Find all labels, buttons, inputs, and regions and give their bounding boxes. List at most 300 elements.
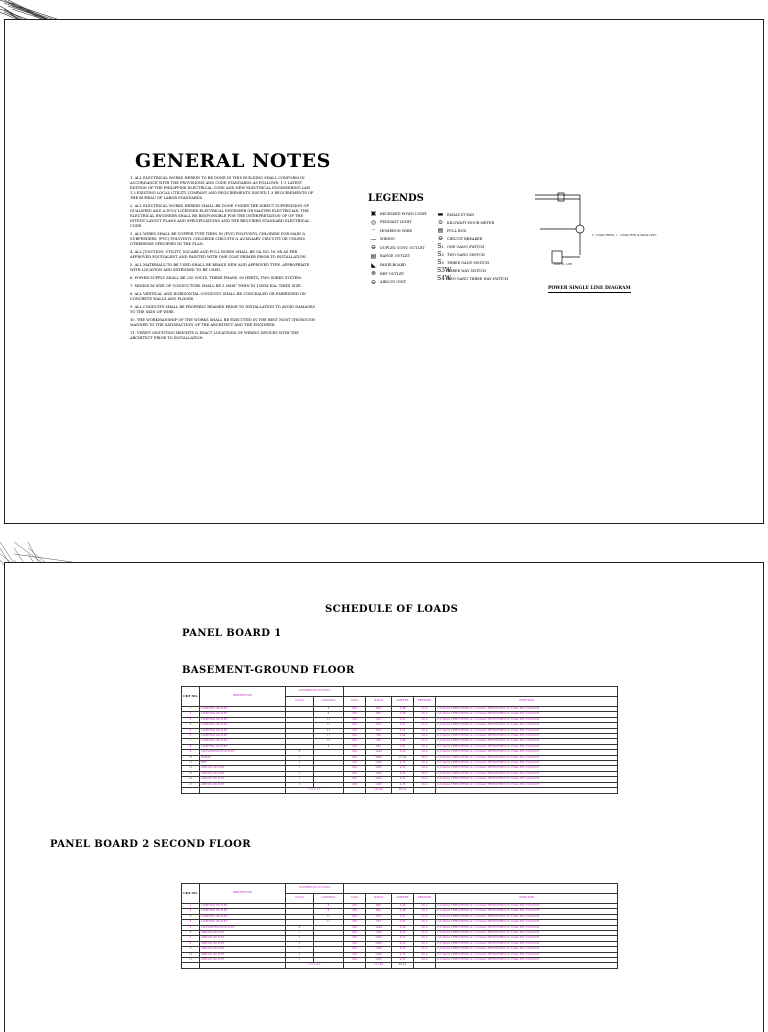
watts-cell: 550 — [366, 723, 392, 728]
ckt-cell: 11 — [182, 761, 200, 766]
wire-cell: 2-3.5mm2 THHN/THWN & 1-3.5mm2 THHN/THWN IN 15mm PVC CONDUIT — [436, 728, 618, 733]
watts-cell: 550 — [366, 717, 392, 722]
lighting-header-cell: LIGHTING — [314, 894, 344, 904]
watts-cell: 1440 — [366, 750, 392, 755]
breaker-header-cell: BREAKER — [414, 697, 436, 707]
conv-cell: 1 — [286, 952, 314, 957]
breaker-cell: 20 A — [414, 707, 436, 712]
lighting-cell: 8 — [314, 904, 344, 909]
wire-cell: 2-3.5mm2 THHN/THWN & 1-3.5mm2 THHN/THWN IN 15mm PVC CONDUIT — [436, 936, 618, 941]
recessed-light-icon: ▣ — [370, 210, 377, 217]
desc-cell: AIRCON OUTLET — [200, 771, 286, 776]
volt-cell: 230 — [344, 744, 366, 749]
conduit-line-icon: ┈ — [371, 227, 376, 235]
breaker-cell: 20 A — [414, 723, 436, 728]
wire-cell: 2-3.5mm2 THHN/THWN & 1-3.5mm2 THHN/THWN IN 15mm PVC CONDUIT — [436, 761, 618, 766]
wire-cell: 2-3.5mm2 THHN/THWN & 1-3.5mm2 THHN/THWN IN 15mm PVC CONDUIT — [436, 750, 618, 755]
ckt-cell: 6 — [182, 734, 200, 739]
ckt-cell: 7 — [182, 936, 200, 941]
diagram-panel-label: PANEL 1/P1 — [554, 262, 573, 266]
total-ampere-cell: 48.43 — [392, 963, 414, 968]
watts-cell: 550 — [366, 920, 392, 925]
total-blank-cell — [344, 788, 366, 793]
desc-cell: LIGHTING OUTLET — [200, 914, 286, 919]
wire-cell: 2-3.5mm2 THHN/THWN & 1-3.5mm2 THHN/THWN IN 15mm PVC CONDUIT — [436, 947, 618, 952]
diagram-wire-note: 2 - 5.5mm THHN - 1 - 3.5mm THW in 20mm ø PVC — [592, 234, 657, 237]
legend-item — [370, 220, 427, 225]
wire-cell: 2-3.5mm2 THHN/THWN & 1-3.5mm2 THHN/THWN IN 15mm PVC CONDUIT — [436, 707, 618, 712]
ckt-cell: 1 — [182, 904, 200, 909]
lighting-cell: 11 — [314, 728, 344, 733]
legend-label: THREE GANG SWITCH — [447, 260, 489, 265]
volt-cell: 230 — [344, 904, 366, 909]
watts-cell: 800 — [366, 707, 392, 712]
desc-cell: AIRCON OUTLET — [200, 931, 286, 936]
wire-header-cell: WIRE SIZE — [436, 894, 618, 904]
watts-cell: 1000 — [366, 947, 392, 952]
ampere-cell: 4.35 — [392, 952, 414, 957]
ckt-cell: 14 — [182, 777, 200, 782]
watts-cell: 1000 — [366, 766, 392, 771]
table-header-row — [182, 687, 618, 697]
conv-cell: 1 — [286, 947, 314, 952]
wire-cell: 2-3.5mm2 THHN/THWN & 1-3.5mm2 THHN/THWN IN 15mm PVC CONDUIT — [436, 958, 618, 963]
ckt-cell: 7 — [182, 739, 200, 744]
conv-cell: 1 — [286, 777, 314, 782]
general-note-item: 1. ALL ELECTRICAL WORKS HEREIN TO BE DONE IN THIS BUILDING SHALL CONFORM IN ACCORDANCE WITH THE PROVISIONS AND CODE STANDARDS AS FOLLOWS: 1.1 LATEST EDITION OF THE PHILIPPINE ELECTRICAL CODE AND NEW ELECTRICAL ENGINEERING LAW 1.2 EXISTING LOCAL UTILITY COMPANY AND REQUIREMENTS ISSUED 1.3 REQUIREMENTS OF THE BUREAU OF LABOR STANDARDS. — [130, 176, 314, 200]
desc-cell: LIGHTING OUTLET — [200, 920, 286, 925]
total-blank-cell — [344, 963, 366, 968]
wire-cell: 2-3.5mm2 THHN/THWN & 1-3.5mm2 THHN/THWN IN 15mm PVC CONDUIT — [436, 920, 618, 925]
legend-label: EXHAUST FAN — [447, 212, 475, 217]
ampere-header-cell: AMPERE — [392, 894, 414, 904]
watts-cell: 1000 — [366, 761, 392, 766]
lighting-cell: 11 — [314, 914, 344, 919]
breaker-cell: 20 A — [414, 728, 436, 733]
total-label-cell: T O T A L — [286, 788, 344, 793]
legend-label: CIRCUIT BREAKER — [447, 236, 483, 241]
ckt-cell: 9 — [182, 947, 200, 952]
total-blank-cell — [182, 788, 200, 793]
table-header-row — [182, 884, 618, 894]
table-total-row — [182, 788, 618, 793]
total-blank-cell — [414, 788, 436, 793]
wire-cell: 2-3.5mm2 THHN/THWN & 1-3.5mm2 THHN/THWN IN 15mm PVC CONDUIT — [436, 931, 618, 936]
volt-cell: 230 — [344, 914, 366, 919]
breaker-cell: 20 A — [414, 920, 436, 925]
breaker-cell: 30 A — [414, 941, 436, 946]
panel-board-1-floor: BASEMENT-GROUND FLOOR — [182, 665, 355, 676]
ampere-cell: 3.04 — [392, 739, 414, 744]
volt-cell: 230 — [344, 920, 366, 925]
breaker-cell: 30 A — [414, 952, 436, 957]
panel-board-2-table — [181, 883, 618, 969]
volt-cell: 230 — [344, 739, 366, 744]
panel-board-1-title: PANEL BOARD 1 — [182, 628, 282, 639]
watts-cell: 1000 — [366, 952, 392, 957]
watts-cell: 1000 — [366, 777, 392, 782]
ampere-cell: 6.26 — [392, 925, 414, 930]
volt-cell: 230 — [344, 931, 366, 936]
legend-label: RANGE OUTLET — [380, 254, 411, 259]
schedule-title: SCHEDULE OF LOADS — [325, 604, 459, 615]
ckt-header-cell — [182, 687, 200, 707]
legend-label: DUPLEX CONV. OUTLET — [380, 245, 425, 250]
breaker-cell: 20 A — [414, 925, 436, 930]
volt-cell: 230 — [344, 766, 366, 771]
volt-cell: 230 — [344, 947, 366, 952]
desc-header-cell: DESCRIPTION — [200, 884, 286, 904]
desc-cell: AIRCON OUTLET — [200, 947, 286, 952]
wire-cell: 2-3.5mm2 THHN/THWN & 1-3.5mm2 THHN/THWN IN 15mm PVC CONDUIT — [436, 744, 618, 749]
wire-cell: 2-3.5mm2 THHN/THWN & 1-3.5mm2 THHN/THWN IN 15mm PVC CONDUIT — [436, 904, 618, 909]
desc-cell: LIGHTING OUTLET — [200, 739, 286, 744]
ampere-cell: 6.26 — [392, 750, 414, 755]
ckt-cell: 4 — [182, 920, 200, 925]
conv-cell: 1 — [286, 936, 314, 941]
volt-header-cell: VOLT — [344, 697, 366, 707]
lighting-header-cell: LIGHTING — [314, 697, 344, 707]
desc-cell: LIGHTING OUTLET — [200, 904, 286, 909]
desc-cell: LIGHTING OUTLET — [200, 712, 286, 717]
wire-header-cell: WIRE SIZE — [436, 697, 618, 707]
breaker-cell: 20 A — [414, 904, 436, 909]
lighting-cell: 8 — [314, 744, 344, 749]
conv-header-cell: CONV. — [286, 697, 314, 707]
ckt-cell: 2 — [182, 712, 200, 717]
volt-cell: 230 — [344, 925, 366, 930]
watts-cell: 1000 — [366, 771, 392, 776]
legend-item — [437, 260, 508, 265]
outlets-header-cell: NUMBER OF OUTLETS — [286, 687, 344, 697]
legends-title: LEGENDS — [368, 193, 424, 204]
breaker-cell: 20 A — [414, 914, 436, 919]
breaker-cell: 20 A — [414, 750, 436, 755]
panel-board-2-title: PANEL BOARD 2 SECOND FLOOR — [50, 839, 251, 850]
general-note-item: 11. VERIFY MOUNTING HEIGHTS & EXACT LOCATIONS OF WIRING DEVICES WITH THE ARCHITECT PRIOR TO INSTALLATION. — [130, 331, 299, 340]
total-blank-cell — [200, 788, 286, 793]
legend-item — [437, 212, 508, 217]
ckt-cell: 10 — [182, 952, 200, 957]
ampere-cell: 2.61 — [392, 914, 414, 919]
watts-cell: 1000 — [366, 931, 392, 936]
ckt-cell: 9 — [182, 750, 200, 755]
desc-cell: LIGHTING OUTLET — [200, 909, 286, 914]
watts-cell: 550 — [366, 728, 392, 733]
lighting-cell: 11 — [314, 920, 344, 925]
ceiling-light-icon: ◎ — [370, 218, 377, 226]
volt-cell: 230 — [344, 750, 366, 755]
wire-cell: 2-3.5mm2 THHN/THWN & 1-3.5mm2 THHN/THWN IN 15mm PVC CONDUIT — [436, 739, 618, 744]
ampere-cell: 4.35 — [392, 936, 414, 941]
conv-cell: 1 — [286, 941, 314, 946]
desc-cell: AIRCON OUTLET — [200, 782, 286, 787]
volt-cell: 230 — [344, 761, 366, 766]
desc-cell: AIRCON OUTLET — [200, 777, 286, 782]
desc-cell: RANGE — [200, 755, 286, 760]
ampere-cell: 4.35 — [392, 766, 414, 771]
wire-cell: 2-3.5mm2 THHN/THWN & 1-3.5mm2 THHN/THWN IN 15mm PVC CONDUIT — [436, 925, 618, 930]
ampere-cell: 2.61 — [392, 744, 414, 749]
volt-cell: 230 — [344, 717, 366, 722]
wire-cell: 2-3.5mm2 THHN/THWN & 1-3.5mm2 THHN/THWN IN 15mm PVC CONDUIT — [436, 717, 618, 722]
general-note-item: 7. MINIMUM SIZE OF CONDUCTORS SHALL BE 3.5MM² THHN IN 15MM DIA. THHN SIZE. — [130, 284, 302, 288]
ckt-cell: 2 — [182, 909, 200, 914]
conv-cell: 8 — [286, 750, 314, 755]
wire-cell: 2-3.5mm2 THHN/THWN & 1-3.5mm2 THHN/THWN IN 15mm PVC CONDUIT — [436, 914, 618, 919]
total-blank-cell — [436, 963, 618, 968]
blank-header-cell — [344, 884, 618, 894]
legend-item — [370, 245, 427, 250]
breaker-cell: 30 A — [414, 958, 436, 963]
desc-cell: LIGHTING OUTLET — [200, 728, 286, 733]
ceiling-fan-icon: ▬ — [437, 211, 444, 218]
legend-item — [370, 237, 427, 242]
wire-cell: 2-3.5mm2 THHN/THWN & 1-3.5mm2 THHN/THWN IN 15mm PVC CONDUIT — [436, 952, 618, 957]
switch-3-icon: S₃ — [437, 259, 444, 266]
ckt-header-label: CKT NO. — [183, 694, 198, 699]
ckt-header-cell — [182, 884, 200, 904]
legend-label: HOMERUN WIRE — [380, 228, 412, 233]
legend-label: ONE GANG SWITCH — [447, 244, 485, 249]
ampere-cell: 4.35 — [392, 782, 414, 787]
total-watts-cell: 11,140 — [366, 963, 392, 968]
legend-item — [437, 228, 508, 233]
watts-cell: 1000 — [366, 936, 392, 941]
diagram-title: POWER SINGLE LINE DIAGRAM — [548, 286, 631, 291]
wire-line-icon: — — [370, 235, 377, 243]
range-outlet-icon: ▤ — [370, 252, 377, 260]
desc-cell: LIGHTING OUTLET — [200, 744, 286, 749]
ampere-cell: 2.61 — [392, 920, 414, 925]
breaker-cell: 30 A — [414, 782, 436, 787]
wire-cell: 2-3.5mm2 THHN/THWN & 1-3.5mm2 THHN/THWN IN 15mm PVC CONDUIT — [436, 766, 618, 771]
ckt-cell: 5 — [182, 925, 200, 930]
volt-cell: 230 — [344, 941, 366, 946]
volt-cell: 230 — [344, 958, 366, 963]
duplex-outlet-icon: ⊖ — [370, 244, 377, 252]
total-blank-cell — [200, 963, 286, 968]
general-note-item: 9. ALL CONDUITS SHALL BE PROPERLY REAMED PRIOR TO INSTALLATION TO AVOID DAMAGES TO THE SKIN OF WIRE. — [130, 305, 315, 314]
wire-cell: 2-3.5mm2 THHN/THWN & 1-3.5mm2 THHN/THWN IN 15mm PVC CONDUIT — [436, 909, 618, 914]
legend-label: REF OUTLET — [380, 271, 405, 276]
volt-cell: 230 — [344, 909, 366, 914]
total-label-cell: T O T A L — [286, 963, 344, 968]
wire-cell: 2-3.5mm2 THHN/THWN & 1-3.5mm2 THHN/THWN IN 15mm PVC CONDUIT — [436, 782, 618, 787]
legend-item — [370, 271, 427, 276]
ampere-cell: 4.35 — [392, 761, 414, 766]
total-watts-cell: 18,520 — [366, 788, 392, 793]
legend-label: TWO GANG THREE WAY SWITCH — [447, 276, 509, 281]
general-note-item: 10. THE WORKMANSHIP OF THE WORKS SHALL BE EXECUTED IN THE BEST MOST THOROUGH MANNER TO THE SATISFACTION OF THE ARCHITECT AND THE ENGINEER. — [130, 318, 315, 327]
legend-item — [437, 268, 508, 273]
ampere-cell: 4.35 — [392, 777, 414, 782]
legend-label: PANELBOARD — [380, 263, 406, 268]
legend-item — [437, 220, 508, 225]
watts-cell: 800 — [366, 712, 392, 717]
ckt-cell: 10 — [182, 755, 200, 760]
conv-cell: 1 — [286, 931, 314, 936]
ckt-cell: 8 — [182, 744, 200, 749]
desc-cell: LIGHTING OUTLET — [200, 707, 286, 712]
ampere-cell: 2.61 — [392, 717, 414, 722]
ampere-cell: 4.35 — [392, 771, 414, 776]
breaker-cell: 30 A — [414, 947, 436, 952]
lighting-cell: 12 — [314, 739, 344, 744]
volt-cell: 230 — [344, 723, 366, 728]
legend-label: PENDANT LIGHT — [380, 220, 412, 225]
desc-cell: AIRCON OUTLET — [200, 936, 286, 941]
watts-cell: 1000 — [366, 782, 392, 787]
breaker-cell: 20 A — [414, 717, 436, 722]
legend-item — [370, 280, 427, 285]
total-blank-cell — [436, 788, 618, 793]
ckt-cell: 11 — [182, 958, 200, 963]
ampere-cell: 4.35 — [392, 931, 414, 936]
wire-cell: 2-3.5mm2 THHN/THWN & 1-3.5mm2 THHN/THWN IN 15mm PVC CONDUIT — [436, 771, 618, 776]
ampere-cell: 3.48 — [392, 909, 414, 914]
ckt-cell: 6 — [182, 931, 200, 936]
legend-right-column — [437, 212, 508, 284]
watts-cell: 600 — [366, 744, 392, 749]
general-notes-title: GENERAL NOTES — [135, 150, 331, 172]
ref-outlet-icon: ⊜ — [370, 270, 377, 278]
aircon-outlet-icon: ⊝ — [370, 278, 377, 286]
general-note-item: 4. ALL JUNCTION, UTILITY, SQUARE AND PULL BOXES SHALL BE GA NO. 16 OR AS PER APPROVED EQUIVALENT AND PAINTED WITH ONE COAT PRIMER PRIOR TO INSTALLATION. — [130, 250, 307, 259]
breaker-cell: 30 A — [414, 755, 436, 760]
ampere-cell: 3.04 — [392, 734, 414, 739]
switch-2-icon: S₂ — [437, 251, 444, 258]
watts-cell: 550 — [366, 914, 392, 919]
legend-item — [437, 276, 508, 281]
legend-item — [437, 244, 508, 249]
legend-left-column — [370, 211, 427, 288]
ampere-cell: 3.48 — [392, 712, 414, 717]
legend-label: RECESSED DOWN LIGHT — [380, 211, 427, 216]
general-note-item: 3. ALL WIRES SHALL BE COPPER TYPE THHN IN (PVC) POLYVINYL CHLORIDE FOR MAIN & SUBFEEDERS. (PVC) POLYVINYL CHLORIDE CIRCUITS & AUXILIARY CIRCUITS OR UNLESS OTHERWISE SPECIFIED IN THE PLAN. — [130, 232, 306, 246]
desc-cell: AIRCON OUTLET — [200, 941, 286, 946]
table-total-row — [182, 963, 618, 968]
ampere-cell: 4.35 — [392, 958, 414, 963]
total-blank-cell — [182, 963, 200, 968]
wire-cell: 2-3.5mm2 THHN/THWN & 1-3.5mm2 THHN/THWN IN 15mm PVC CONDUIT — [436, 777, 618, 782]
breaker-cell: 30 A — [414, 931, 436, 936]
desc-cell: AIRCON OUTLET — [200, 952, 286, 957]
breaker-cell: 20 A — [414, 744, 436, 749]
breaker-cell: 20 A — [414, 761, 436, 766]
wire-cell: 2-3.5mm2 THHN/THWN & 1-3.5mm2 THHN/THWN IN 15mm PVC CONDUIT — [436, 734, 618, 739]
legend-item — [370, 263, 427, 268]
desc-cell: LIGHTING OUTLET — [200, 723, 286, 728]
lighting-cell: 11 — [314, 734, 344, 739]
volt-cell: 230 — [344, 782, 366, 787]
breaker-cell: 20 A — [414, 909, 436, 914]
general-note-item: 6. POWER SUPPLY SHALL BE 230 VOLTS, THREE PHASE, 60 HERTZ, TWO WIRES SYSTEM. — [130, 276, 302, 280]
conv-cell: 1 — [286, 755, 314, 760]
volt-header-cell: VOLT — [344, 894, 366, 904]
watts-cell: 1440 — [366, 925, 392, 930]
volt-cell: 230 — [344, 952, 366, 957]
general-notes-list — [130, 176, 315, 344]
ckt-cell: 13 — [182, 771, 200, 776]
breaker-cell: 20 A — [414, 734, 436, 739]
legend-label: PULL BOX — [447, 228, 466, 233]
ckt-cell: 5 — [182, 728, 200, 733]
ampere-cell: 4.35 — [392, 941, 414, 946]
desc-cell: REF — [200, 761, 286, 766]
ckt-cell: 4 — [182, 723, 200, 728]
legend-label: THREE WAY SWITCH — [447, 268, 486, 273]
ckt-header-label: CKT NO. — [183, 891, 198, 896]
desc-cell: LIGHTING OUTLET — [200, 717, 286, 722]
ckt-cell: 8 — [182, 941, 200, 946]
legend-item — [437, 252, 508, 257]
switch-3way-icon: S3W — [437, 267, 452, 274]
volt-cell: 230 — [344, 707, 366, 712]
breaker-cell: 30 A — [414, 777, 436, 782]
watts-cell: 780 — [366, 734, 392, 739]
conv-cell: 8 — [286, 925, 314, 930]
lighting-cell: 8 — [314, 909, 344, 914]
breaker-cell: 20 A — [414, 739, 436, 744]
breaker-cell: 30 A — [414, 766, 436, 771]
volt-cell: 230 — [344, 712, 366, 717]
legend-item — [437, 236, 508, 241]
desc-cell: AIRCON OUTLET — [200, 958, 286, 963]
conv-cell: 1 — [286, 761, 314, 766]
lighting-cell: 8 — [314, 712, 344, 717]
breaker-cell: 30 A — [414, 771, 436, 776]
total-blank-cell — [414, 963, 436, 968]
watts-cell: 800 — [366, 909, 392, 914]
watts-cell: 1000 — [366, 941, 392, 946]
general-note-item: 8. ALL VERTICAL AND HORIZONTAL CONDUITS SHALL BE CONCEALED OR EMBEDDED ON CONCRETE WALLS AND FLOORS. — [130, 292, 306, 301]
ampere-cell: 4.35 — [392, 947, 414, 952]
watts-cell: 3000 — [366, 755, 392, 760]
legend-label: AIRCON UNIT — [380, 280, 406, 285]
breaker-cell: 30 A — [414, 936, 436, 941]
desc-cell: CONVENIENCE OUTLET — [200, 750, 286, 755]
wire-cell: 2-3.5mm2 THHN/THWN & 1-3.5mm2 THHN/THWN IN 15mm PVC CONDUIT — [436, 712, 618, 717]
ampere-cell: 3.48 — [392, 707, 414, 712]
lighting-cell: 11 — [314, 723, 344, 728]
watts-cell: 800 — [366, 904, 392, 909]
desc-cell: LIGHTING OUTLET — [200, 734, 286, 739]
switch-1-icon: S₁ — [437, 243, 444, 250]
general-note-item: 2. ALL ELECTRICAL WORKS HEREIN SHALL BE DONE UNDER THE DIRECT SUPERVISION OF QUALIFIED AND A DULY LICENSED ELECTRICAL ENGINEER OR MASTER ELECTRICIAN. THE ELECTRICAL ENGINEER SHALL BE RESPONSIBLE FOR THE INTERPRETATION OF OF THE INTENT LAYOUT PLANS AND SPECIFICATIONS AND THE REQUIRED STANDARD ELECTRICAL CODE — [130, 204, 310, 228]
wire-cell: 2-3.5mm2 THHN/THWN & 1-3.5mm2 THHN/THWN IN 15mm PVC CONDUIT — [436, 941, 618, 946]
panelboard-icon: ◣ — [371, 261, 376, 269]
wire-cell: 2-3.5mm2 THHN/THWN & 1-3.5mm2 THHN/THWN IN 15mm PVC CONDUIT — [436, 723, 618, 728]
desc-cell: AIRCON OUTLET — [200, 766, 286, 771]
breaker-header-cell: BREAKER — [414, 894, 436, 904]
conv-cell: 1 — [286, 766, 314, 771]
general-note-item: 5. ALL MATERIALS TO BE USED SHALL BE BRAND NEW AND APPROVED TYPE. APPROPRIATE WITH LOCATION AND EXTENDED TO BE USED. — [130, 263, 310, 272]
pull-box-icon: ▤ — [437, 227, 444, 234]
volt-cell: 230 — [344, 728, 366, 733]
desc-header-cell: DESCRIPTION — [200, 687, 286, 707]
ampere-cell: 2.61 — [392, 723, 414, 728]
ampere-cell: 2.61 — [392, 728, 414, 733]
legend-label: KILOWATT HOUR METER — [447, 220, 495, 225]
panel-board-1-table — [181, 686, 618, 794]
ckt-cell: 3 — [182, 914, 200, 919]
ampere-cell: 3.48 — [392, 904, 414, 909]
blank-header-cell — [344, 687, 618, 697]
volt-cell: 230 — [344, 771, 366, 776]
volt-cell: 230 — [344, 777, 366, 782]
total-ampere-cell: 80.52 — [392, 788, 414, 793]
